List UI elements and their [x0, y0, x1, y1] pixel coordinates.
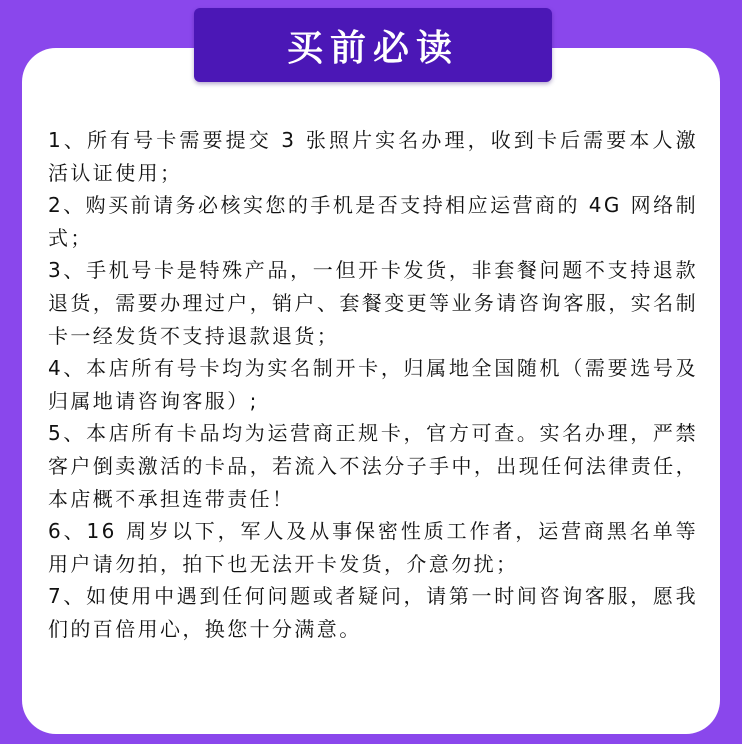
notice-item-6: 6、16 周岁以下，军人及从事保密性质工作者，运营商黑名单等用户请勿拍，拍下也无法开卡发货，介意勿扰；	[48, 519, 698, 576]
notice-item-1: 1、所有号卡需要提交 3 张照片实名办理，收到卡后需要本人激活认证使用；	[48, 128, 698, 185]
notice-item-5: 5、本店所有卡品均为运营商正规卡，官方可查。实名办理，严禁客户倒卖激活的卡品，若流入不法分子手中，出现任何法律责任，本店概不承担连带责任！	[48, 421, 698, 511]
notice-item-3: 3、手机号卡是特殊产品，一但开卡发货，非套餐问题不支持退款退货，需要办理过户，销户、套餐变更等业务请咨询客服，实名制卡一经发货不支持退款退货；	[48, 258, 698, 348]
notice-item-7: 7、如使用中遇到任何问题或者疑问，请第一时间咨询客服，愿我们的百倍用心，换您十分满意。	[48, 584, 698, 641]
notice-list	[48, 124, 698, 646]
title-banner	[194, 8, 552, 82]
notice-item-2: 2、购买前请务必核实您的手机是否支持相应运营商的 4G 网络制式；	[48, 193, 698, 250]
notice-item-4: 4、本店所有号卡均为实名制开卡，归属地全国随机（需要选号及归属地请咨询客服）;	[48, 356, 698, 413]
page-title: 买前必读	[286, 27, 459, 69]
